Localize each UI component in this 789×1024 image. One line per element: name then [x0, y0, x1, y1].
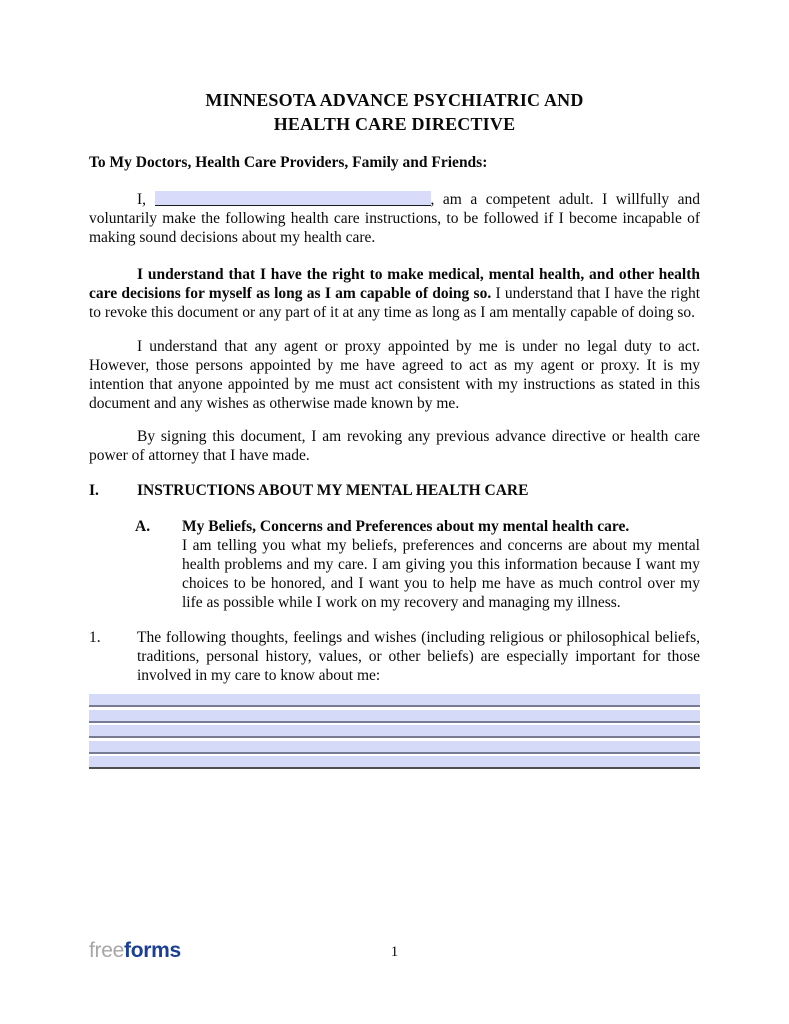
page-number: 1: [390, 944, 399, 960]
intro-paragraph-4: By signing this document, I am revoking any previous advance directive or health care power of attorney that I have made.: [89, 428, 700, 464]
logo-free-text: free: [89, 939, 124, 962]
document-title-line1: MINNESOTA ADVANCE PSYCHIATRIC AND: [205, 90, 584, 110]
intro-paragraph-1: [89, 190, 700, 247]
answer-lines: [89, 694, 700, 769]
answer-line-5[interactable]: [89, 756, 700, 769]
answer-line-4[interactable]: [89, 741, 700, 754]
intro-paragraph-3: I understand that any agent or proxy appointed by me is under no legal duty to act. However, those persons appointed by me have agreed to act as my agent or proxy. It is my intention that anyone appointed by me must act consistent with my instructions as stated in this document and any wishes as otherwise made known by me.: [89, 338, 700, 412]
item-1: [89, 628, 700, 685]
answer-line-1[interactable]: [89, 694, 700, 707]
subsection-a: [135, 517, 700, 612]
salutation: To My Doctors, Health Care Providers, Family and Friends:: [89, 154, 488, 171]
intro-p1-before: I,: [137, 191, 147, 208]
item-1-number: 1.: [89, 629, 101, 646]
document-title-line2: HEALTH CARE DIRECTIVE: [273, 114, 516, 134]
intro-p2-rest: I understand that I have the right to revoke this document or any part of it at any time as long as I am mentally capable of doing so.: [89, 285, 700, 321]
document-title: [89, 88, 700, 136]
logo-forms-text: forms: [124, 939, 181, 962]
intro-paragraph-2: [89, 265, 700, 322]
intro-p2-bold: I understand that I have the right to make medical, mental health, and other health care decisions for myself as long as I am capable of doing so.: [89, 266, 700, 302]
section-1: [89, 481, 700, 500]
document-content: [89, 88, 700, 769]
subsection-a-heading: My Beliefs, Concerns and Preferences about my mental health care.: [182, 518, 630, 535]
name-input[interactable]: [155, 191, 431, 206]
subsection-a-body: [182, 517, 700, 612]
section-1-number: I.: [89, 482, 99, 499]
page-footer: [0, 940, 789, 966]
freeforms-logo: [89, 940, 181, 962]
answer-line-2[interactable]: [89, 710, 700, 723]
answer-line-3[interactable]: [89, 725, 700, 738]
subsection-a-label: A.: [135, 518, 151, 535]
section-1-heading: INSTRUCTIONS ABOUT MY MENTAL HEALTH CARE: [137, 482, 529, 499]
intro-p1-after: , am a competent adult. I willfully and voluntarily make the following health care instructions, to be followed if I become incapable of making sound decisions about my health care.: [89, 191, 701, 246]
subsection-a-text: I am telling you what my beliefs, preferences and concerns are about my mental health problems and my care. I am giving you this information because I want my choices to be honored, and I want you to help me have as much control over my life as possible while I work on my recovery and managing my illness.: [182, 537, 700, 611]
item-1-text: The following thoughts, feelings and wishes (including religious or philosophical beliefs, traditions, personal history, values, or other beliefs) are especially important for those involved in my care to know about me:: [137, 629, 700, 684]
